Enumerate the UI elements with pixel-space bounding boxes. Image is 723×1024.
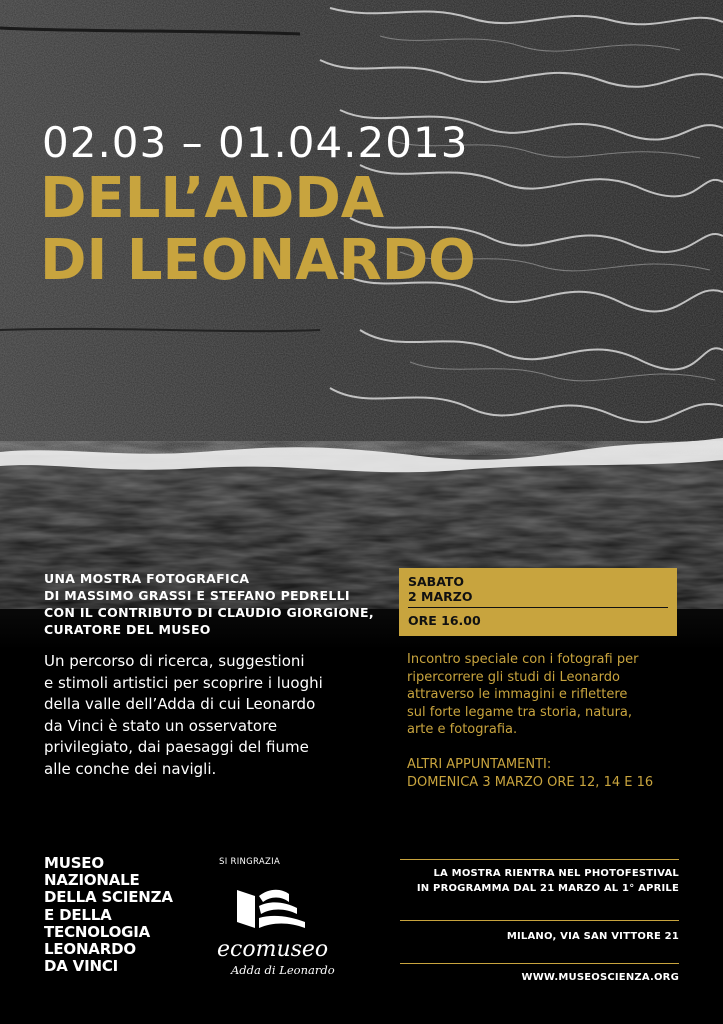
title-line-1: DELL’ADDA [40,166,385,231]
museum-logo-text [44,855,173,975]
credits-line: UNA MOSTRA FOTOGRAFICA [44,571,250,586]
museum-name-line: LEONARDO [44,940,136,959]
info-divider [400,859,679,860]
event-description-line: sul forte legame tra storia, natura, [407,704,633,720]
description-line: alle conche dei navigli. [44,759,217,778]
museum-name-line: E DELLA [44,905,112,924]
event-description-line: attraverso le immagini e riflettere [407,687,628,703]
museum-name-line: TECNOLOGIA [44,922,151,941]
ecomuseo-name: ecomuseo [217,937,329,962]
other-appointments-dates: DOMENICA 3 MARZO ORE 12, 14 E 16 [407,774,654,790]
description-line: da Vinci è stato un osservatore [44,716,278,735]
info-divider [400,963,679,964]
other-appointments [407,756,653,791]
museum-name-line: DA VINCI [44,957,119,976]
event-time: ORE 16.00 [408,613,481,628]
event-day-line-2: 2 MARZO [408,589,473,604]
other-appointments-label: ALTRI APPUNTAMENTI: [407,757,552,772]
ecomuseo-subtitle: Adda di Leonardo [231,963,335,977]
exhibition-description [44,651,344,780]
event-description-line: ripercorrere gli studi di Leonardo [407,669,620,685]
credits-line: CON IL CONTRIBUTO DI CLAUDIO GIORGIONE, [44,605,374,620]
photofestival-line-2: IN PROGRAMMA DAL 21 MARZO AL 1° APRILE [416,883,679,894]
museum-name-line: MUSEO [44,854,104,872]
exhibition-title [40,168,476,292]
museum-name-line: DELLA SCIENZA [44,888,173,907]
exhibition-dates: 02.03 – 01.04.2013 [42,118,469,167]
photofestival-line-1: LA MOSTRA RIENTRA NEL PHOTOFESTIVAL [433,868,679,879]
credits-line: CURATORE DEL MUSEO [44,622,211,637]
credits-line: DI MASSIMO GRASSI E STEFANO PEDRELLI [44,588,350,603]
photofestival-info [417,866,679,896]
info-divider [400,920,679,921]
event-day-line-1: SABATO [408,574,465,589]
description-line: Un percorso di ricerca, suggestioni [44,652,305,670]
event-description-line: Incontro speciale con i fotografi per [407,652,639,667]
website-link[interactable]: WWW.MUSEOSCIENZA.ORG [521,972,679,983]
event-description [407,651,697,739]
event-day [408,574,472,604]
event-divider [408,607,668,608]
description-line: della valle dell’Adda di cui Leonardo [44,695,316,713]
description-line: e stimoli artistici per scoprire i luoghi [44,673,323,692]
title-line-2: DI LEONARDO [40,228,476,293]
credits [44,570,374,638]
ecomuseo-logo-icon [233,884,309,936]
description-line: privilegiato, dai paesaggi del fiume [44,738,309,756]
museum-name-line: NAZIONALE [44,871,140,890]
event-date-box [399,568,677,636]
address: MILANO, VIA SAN VITTORE 21 [506,931,679,942]
event-description-line: arte e fotografia. [407,722,518,738]
thanks-label: SI RINGRAZIA [219,857,281,867]
